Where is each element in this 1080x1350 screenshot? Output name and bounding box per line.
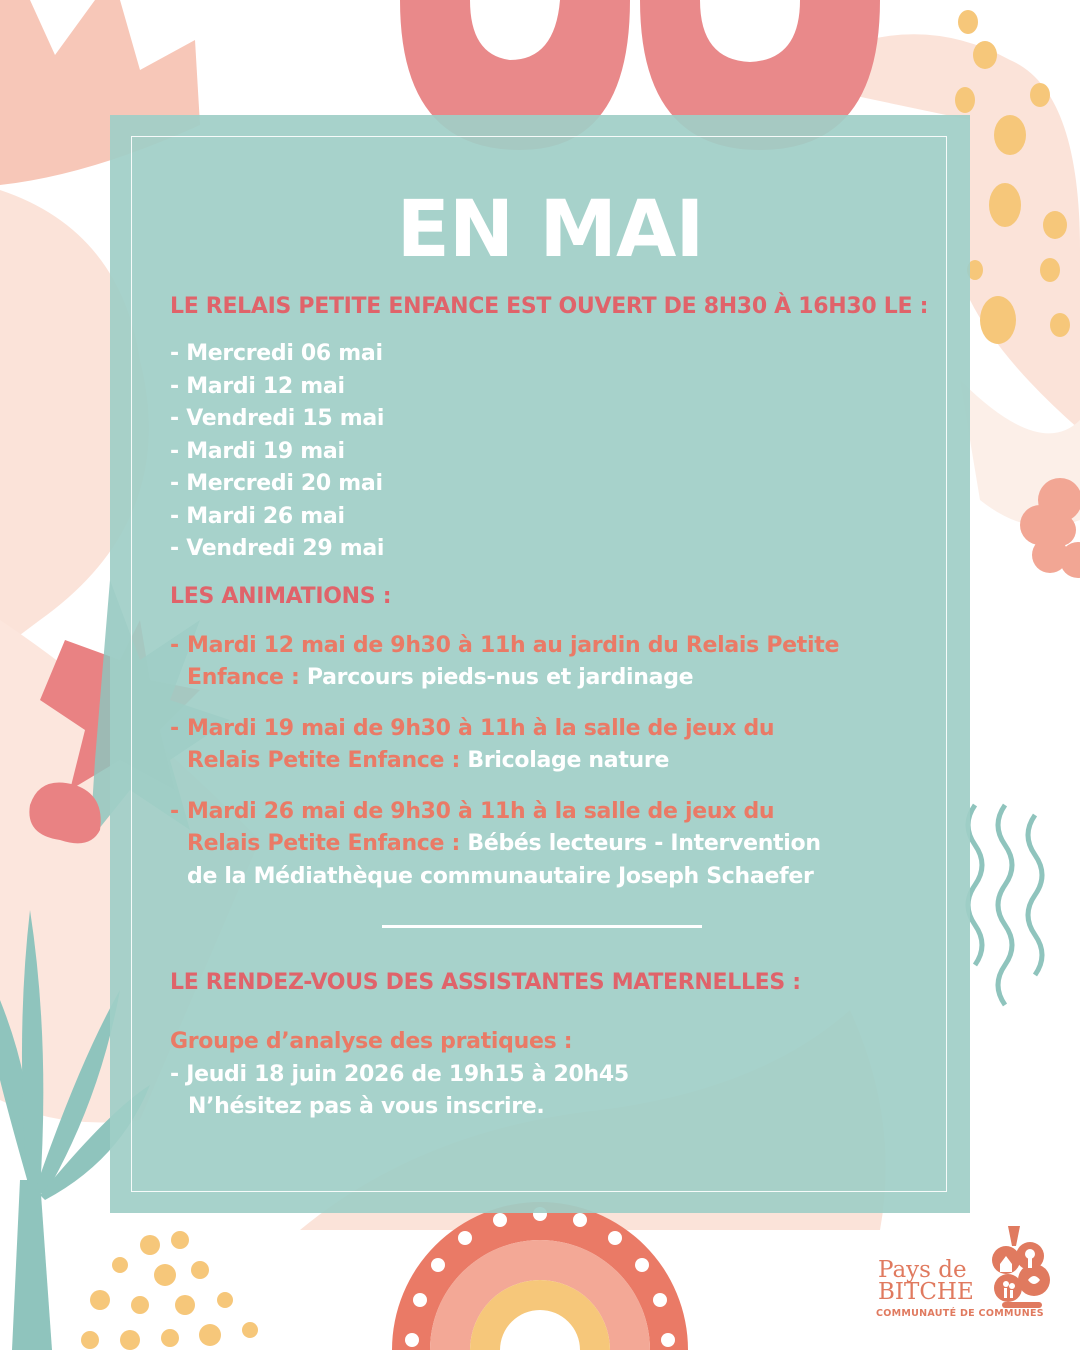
assistants-heading: LE RENDEZ-VOUS DES ASSISTANTES MATERNELLES :: [170, 970, 801, 995]
opening-days-list: [170, 338, 930, 566]
list-item: - Mardi 12 mai: [170, 373, 345, 399]
animation-text: [187, 630, 847, 695]
list-item: - Vendredi 15 mai: [170, 406, 385, 431]
animation-activity: Bébés lecteurs - Intervention de la Médiathèque communautaire Joseph Schaefer: [187, 831, 821, 889]
list-item: - Mardi 19 mai: [170, 438, 345, 464]
animation-item: [170, 796, 930, 894]
animation-dash: -: [170, 798, 179, 824]
logo-line2: BITCHE: [878, 1279, 974, 1305]
list-item: - Mardi 26 mai: [170, 503, 345, 529]
teal-waves-right: [968, 805, 1042, 1005]
animation-when: Mardi 19 mai de 9h30 à 11h à la salle de jeux du Relais Petite Enfance :: [187, 715, 775, 773]
page-title: EN MAI: [396, 185, 704, 275]
section-divider: [382, 925, 702, 928]
opening-heading: LE RELAIS PETITE ENFANCE EST OUVERT DE 8H30 À 16H30 LE :: [170, 294, 929, 319]
animation-dash: -: [170, 715, 179, 741]
animations-heading: LES ANIMATIONS :: [170, 583, 392, 609]
list-item: - Vendredi 29 mai: [170, 536, 385, 561]
assistants-date: - Jeudi 18 juin 2026 de 19h15 à 20h45: [170, 1061, 629, 1087]
pays-de-bitche-logo: [872, 1218, 1062, 1338]
animation-text: [187, 796, 847, 894]
logo-emblem-icon: [986, 1218, 1058, 1310]
animation-activity: Parcours pieds-nus et jardinage: [306, 665, 694, 690]
logo-line1: Pays de: [878, 1257, 967, 1283]
assistants-subheading: Groupe d’analyse des pratiques :: [170, 1029, 573, 1054]
assistants-note: N’hésitez pas à vous inscrire.: [188, 1094, 545, 1119]
yellow-dots-bottom: [81, 1231, 258, 1350]
list-item: - Mercredi 06 mai: [170, 341, 383, 366]
animation-when: Mardi 26 mai de 9h30 à 11h à la salle de jeux du Relais Petite Enfance :: [187, 798, 775, 856]
animation-when: Mardi 12 mai de 9h30 à 11h au jardin du Relais Petite Enfance :: [187, 632, 840, 690]
list-item: - Mercredi 20 mai: [170, 471, 383, 496]
animation-item: [170, 713, 930, 778]
logo-line3: COMMUNAUTÉ DE COMMUNES: [876, 1308, 1044, 1319]
animation-text: [187, 713, 847, 778]
animation-activity: Bricolage nature: [467, 748, 670, 773]
animation-dash: -: [170, 632, 179, 658]
panel-content: [170, 180, 930, 1124]
animation-item: [170, 630, 930, 695]
